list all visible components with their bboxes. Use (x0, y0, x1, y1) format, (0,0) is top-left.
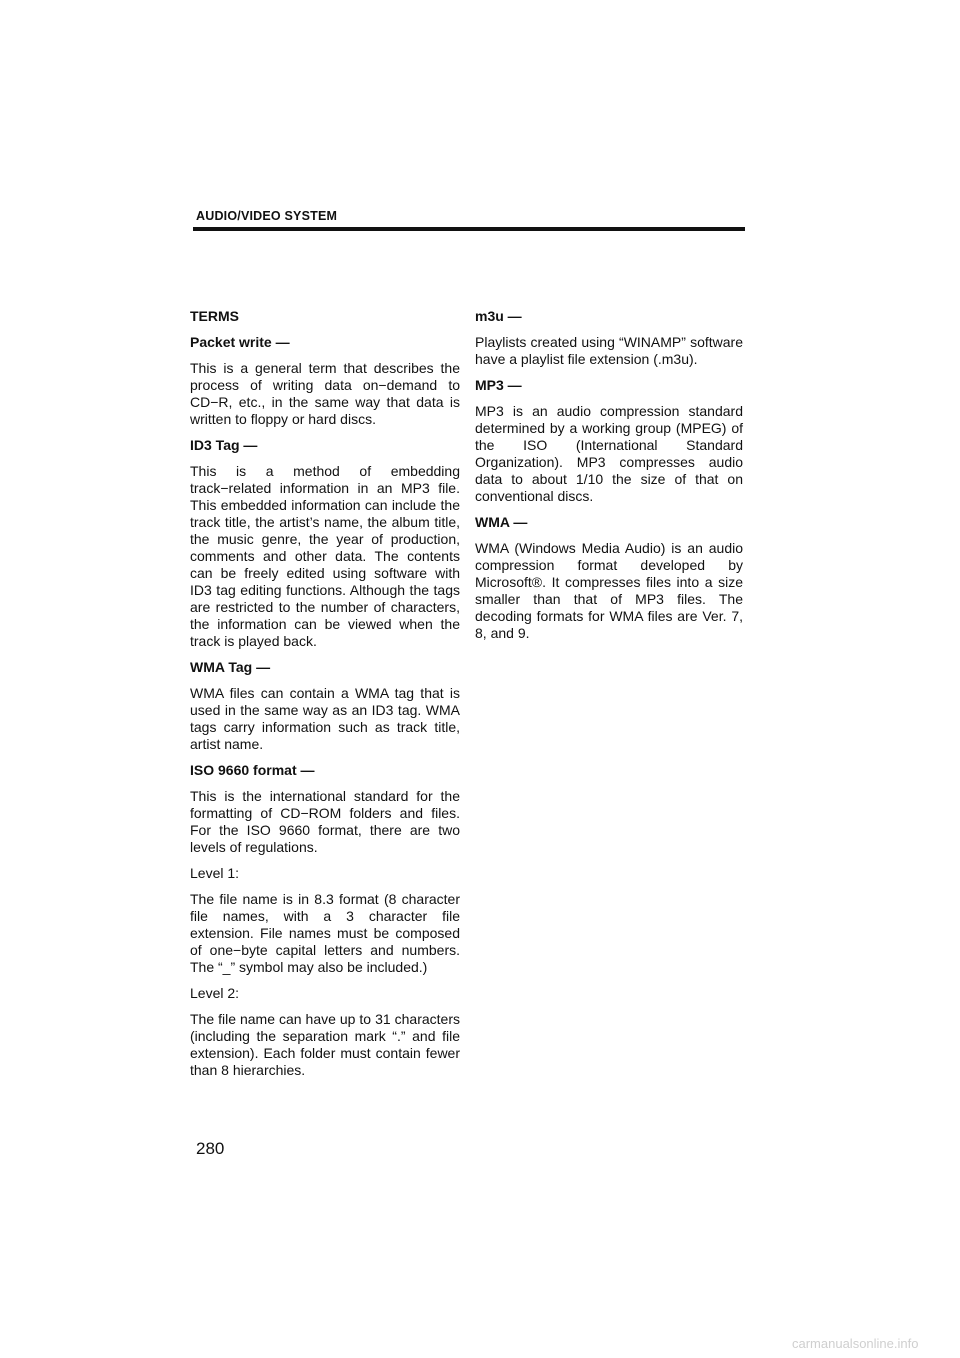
page-number: 280 (196, 1139, 225, 1158)
iso-9660-heading: ISO 9660 format — (190, 762, 315, 778)
id3-tag-heading: ID3 Tag — (190, 437, 258, 453)
iso-9660-body: This is the international standard for the formatting of CD−ROM folders and files. For the ISO 9660 format, there are two levels of regulations. (190, 788, 460, 855)
right-column (475, 308, 743, 651)
wma-tag-body: WMA files can contain a WMA tag that is used in the same way as an ID3 tag. WMA tags carry information such as track title, artist name. (190, 685, 460, 752)
level-2-body: The file name can have up to 31 characters (including the separation mark “.” and file extension). Each folder must contain fewer than 8 hierarchies. (190, 1011, 460, 1078)
mp3-body: MP3 is an audio compression standard determined by a working group (MPEG) of the ISO (International Standard Organization). MP3 compresses audio data to about 1/10 the size of that on conventional discs. (475, 403, 743, 504)
wma-body: WMA (Windows Media Audio) is an audio compression format developed by Microsoft®. It compresses files into a size smaller than that of MP3 files. The decoding formats for WMA files are Ver. 7, 8, and 9. (475, 540, 743, 641)
packet-write-heading: Packet write — (190, 334, 290, 350)
level-2-label: Level 2: (190, 985, 240, 1001)
watermark: carmanualsonline.info (792, 1336, 919, 1351)
packet-write-body: This is a general term that describes the process of writing data on−demand to CD−R, etc., in the same way that data is written to floppy or hard discs. (190, 360, 460, 427)
level-1-body: The file name is in 8.3 format (8 character file names, with a 3 character file extension. File names must be composed of one−byte capital letters and numbers. The “_” symbol may also be included.) (190, 891, 460, 975)
m3u-body: Playlists created using “WINAMP” software have a playlist file extension (.m3u). (475, 334, 743, 367)
id3-tag-body: This is a method of embedding track−related information in an MP3 file. This embedded information can include the track title, the artist’s name, the album title, the music genre, the year of production, comments and other data. The contents can be freely edited using software with ID3 tag editing functions. Although the tags are restricted to the number of characters, the information can be viewed when the track is played back. (190, 463, 460, 649)
level-1-label: Level 1: (190, 865, 240, 881)
page-header-title: AUDIO/VIDEO SYSTEM (196, 209, 338, 223)
left-column (190, 308, 460, 1088)
wma-tag-heading: WMA Tag — (190, 659, 271, 675)
header-rule (193, 227, 745, 231)
m3u-heading: m3u — (475, 308, 522, 324)
section-title: TERMS (190, 308, 239, 324)
mp3-heading: MP3 — (475, 377, 522, 393)
wma-heading: WMA — (475, 514, 528, 530)
